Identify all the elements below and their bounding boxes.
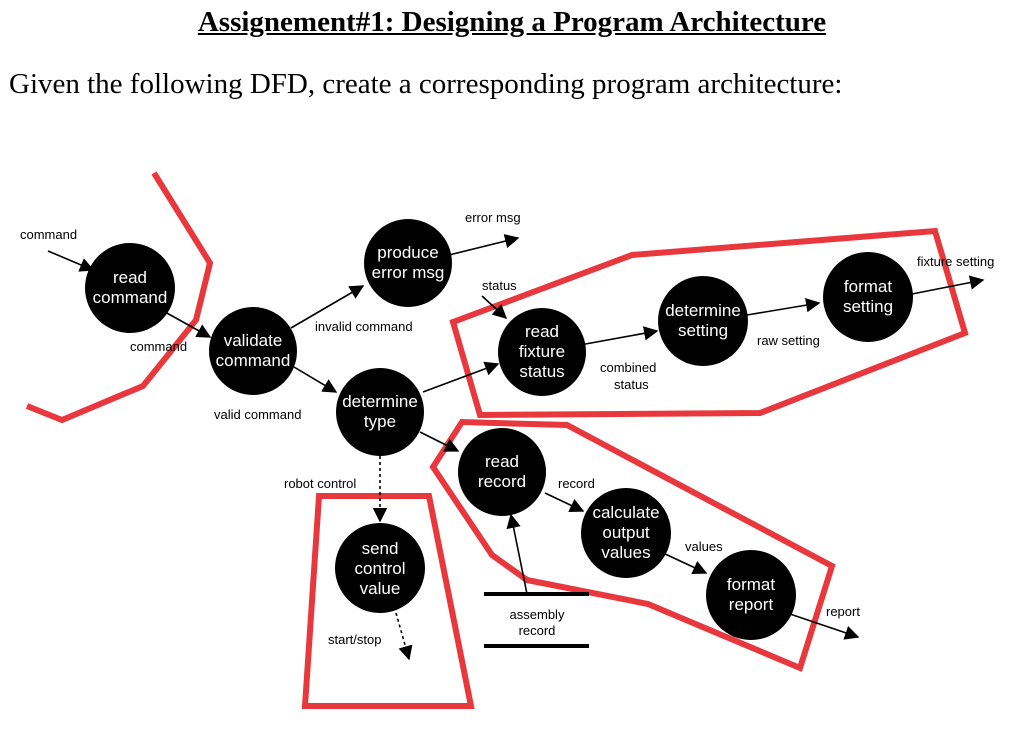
label-command-in: command — [20, 227, 78, 242]
node-label: setting — [842, 297, 894, 316]
node-label: determine — [665, 301, 741, 320]
svg-text:calculateoutputvalues — [592, 503, 659, 562]
flow-command-in — [48, 251, 93, 270]
process-calculate-output-values — [581, 488, 671, 578]
label-line: assembly — [509, 607, 565, 622]
process-format-report — [706, 550, 796, 640]
node-label: determine — [342, 392, 418, 411]
flow-raw-setting — [747, 303, 819, 315]
svg-text:produceerror msg — [372, 243, 445, 282]
node-label: setting — [677, 321, 729, 340]
node-label: fixture — [518, 342, 566, 361]
node-label: record — [477, 472, 527, 491]
node-label: control — [354, 559, 406, 578]
node-label: error msg — [371, 263, 445, 282]
svg-text:sendcontrolvalue — [354, 539, 405, 598]
process-read-record — [458, 428, 546, 516]
flow-start-stop — [396, 613, 409, 659]
node-label: value — [359, 579, 401, 598]
node-label: format — [843, 277, 893, 296]
process-determine-setting — [658, 276, 748, 366]
flow-combined-status — [423, 364, 498, 392]
label-command-mid: command — [130, 339, 188, 354]
node-label: report — [728, 595, 774, 614]
node-label: send — [361, 539, 399, 558]
process-validate-command — [209, 307, 297, 395]
label-combined-status — [600, 360, 656, 392]
svg-text:formatsetting — [843, 277, 893, 316]
node-label: output — [602, 523, 650, 542]
svg-text:validatecommand — [216, 331, 291, 370]
label-assembly-record — [510, 607, 565, 638]
node-label: produce — [377, 243, 439, 262]
process-produce-error-msg — [364, 219, 452, 307]
svg-text:formatreport — [727, 575, 775, 614]
node-label: command — [92, 288, 168, 307]
flow-assembly-record — [511, 515, 527, 594]
label-line: combined — [600, 360, 657, 375]
process-determine-type — [336, 368, 424, 456]
node-label: calculate — [592, 503, 660, 522]
process-send-control-value — [335, 523, 425, 613]
label-report: report — [826, 604, 860, 619]
node-label: read — [484, 452, 520, 471]
label-line: status — [614, 377, 649, 392]
label-robot-control: robot control — [284, 476, 357, 491]
flow-error-msg — [449, 238, 518, 255]
node-label: values — [601, 543, 651, 562]
node-label: read — [524, 322, 560, 341]
svg-text:readfixturestatus — [519, 322, 565, 381]
process-read-fixture-status — [498, 308, 586, 396]
node-label: status — [519, 362, 565, 381]
node-label: format — [726, 575, 776, 594]
flow-to-determine-setting — [580, 331, 657, 345]
label-fixture-setting: fixture setting — [917, 254, 995, 269]
label-error-msg: error msg — [465, 210, 521, 225]
label-valid-command: valid command — [214, 407, 302, 422]
label-raw-setting: raw setting — [757, 333, 820, 348]
node-label: validate — [223, 331, 283, 350]
flow-valid-command — [294, 367, 336, 392]
label-line: record — [518, 623, 556, 638]
label-values: values — [685, 539, 723, 554]
label-status: status — [482, 278, 517, 293]
label-record: record — [558, 476, 595, 491]
label-start-stop: start/stop — [328, 632, 382, 647]
flow-values — [663, 553, 706, 573]
flow-record — [545, 493, 583, 511]
label-invalid-command: invalid command — [315, 319, 413, 334]
node-label: read — [112, 268, 148, 287]
instructions-text: Given the following DFD, create a corresponding program architecture: — [9, 68, 843, 100]
process-read-command — [85, 243, 175, 333]
page-title: Assignement#1: Designing a Program Architecture — [197, 6, 827, 38]
process-format-setting — [823, 252, 913, 342]
node-label: type — [363, 412, 397, 431]
svg-text:readrecord — [478, 452, 526, 491]
node-label: command — [215, 351, 291, 370]
